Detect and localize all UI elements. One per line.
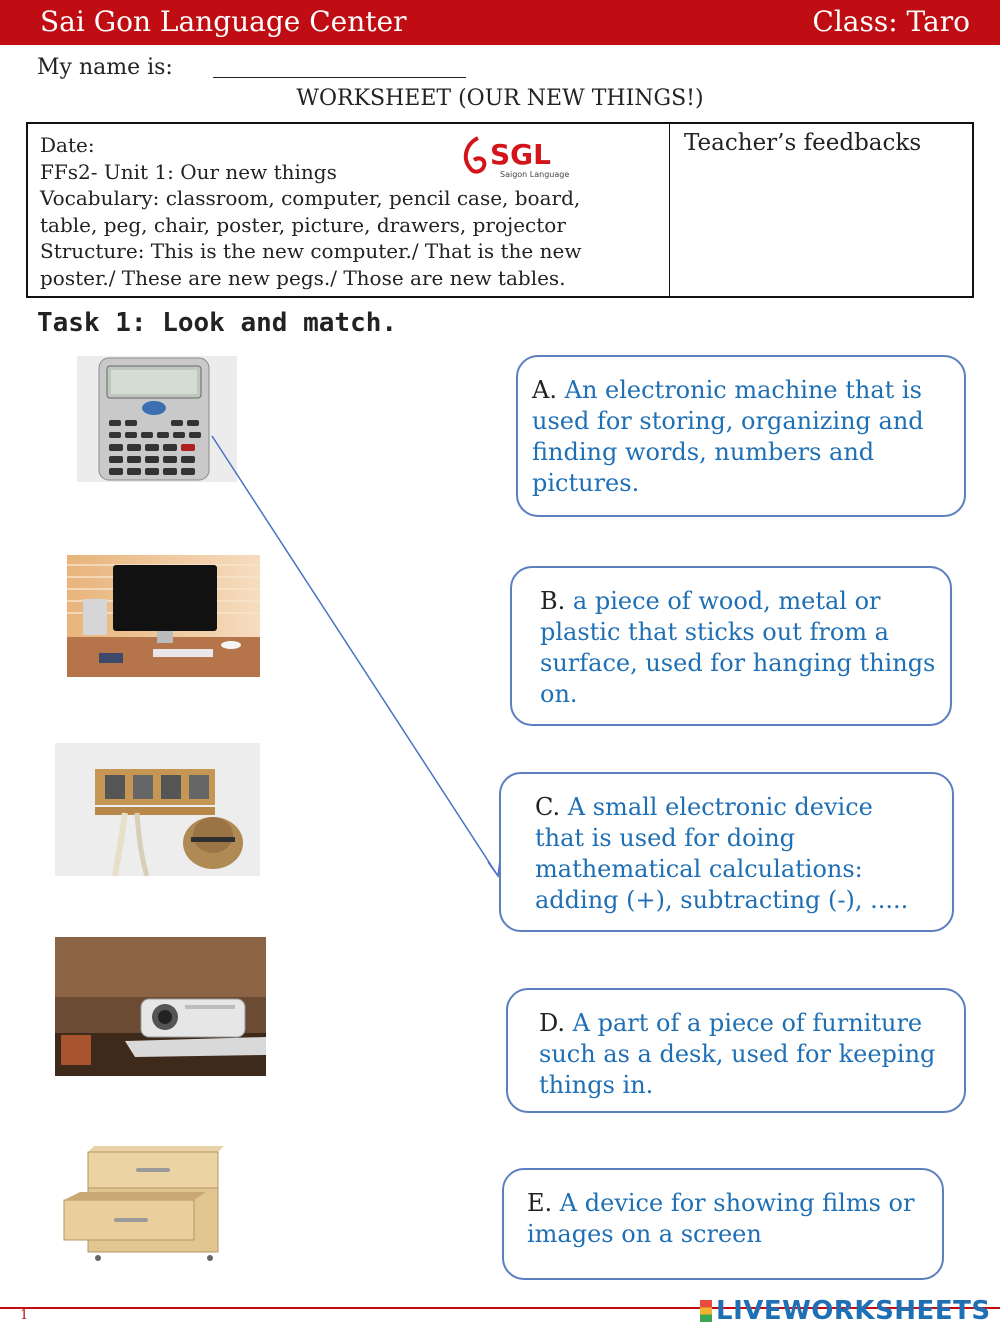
unit-label: FFs2- Unit 1: Our new things bbox=[40, 159, 337, 184]
logo-subtitle: Saigon Language bbox=[500, 170, 570, 179]
name-label: My name is: bbox=[37, 55, 173, 80]
card-a[interactable] bbox=[516, 355, 966, 517]
teacher-feedback-label: Teacher’s feedbacks bbox=[684, 130, 922, 156]
card-e-text: A device for showing films or images on a screen bbox=[527, 1189, 915, 1248]
worksheet-title: WORKSHEET (OUR NEW THINGS!) bbox=[296, 86, 704, 111]
logo-text: SGL bbox=[490, 138, 551, 171]
card-c[interactable] bbox=[499, 772, 954, 932]
card-e-letter: E. bbox=[527, 1189, 553, 1217]
card-a-text: An electronic machine that is used for storing, organizing and finding words, numbers and pictures. bbox=[532, 376, 924, 497]
card-d-letter: D. bbox=[539, 1009, 566, 1037]
card-c-text: A small electronic device that is used for doing mathematical calculations: adding (+), subtracting (-), ..... bbox=[535, 793, 909, 914]
card-c-letter: C. bbox=[535, 793, 561, 821]
task-title: Task 1: Look and match. bbox=[37, 308, 398, 338]
card-e[interactable] bbox=[502, 1168, 944, 1280]
liveworksheets-watermark bbox=[700, 1296, 991, 1326]
card-a-letter: A. bbox=[532, 376, 557, 404]
watermark-icon bbox=[700, 1300, 712, 1322]
center-name: Sai Gon Language Center bbox=[40, 5, 407, 38]
page-number: 1 bbox=[20, 1308, 29, 1323]
date-label: Date: bbox=[40, 133, 95, 157]
vocabulary-line-1: Vocabulary: classroom, computer, pencil case, board, bbox=[40, 186, 581, 210]
card-b-text: a piece of wood, metal or plastic that sticks out from a surface, used for hanging things on. bbox=[540, 587, 936, 708]
card-b-letter: B. bbox=[540, 587, 566, 615]
structure-line-1: Structure: This is the new computer./ That is the new bbox=[40, 239, 582, 263]
card-d[interactable] bbox=[506, 988, 966, 1113]
structure-line-2: poster./ These are new pegs./ Those are new tables. bbox=[40, 265, 566, 290]
watermark-text: LIVEWORKSHEETS bbox=[716, 1296, 991, 1326]
vocabulary-line-2: table, peg, chair, poster, picture, drawers, projector bbox=[40, 212, 566, 237]
card-d-text: A part of a piece of furniture such as a desk, used for keeping things in. bbox=[539, 1009, 936, 1099]
card-b[interactable] bbox=[510, 566, 952, 726]
class-label: Class: Taro bbox=[812, 5, 970, 38]
